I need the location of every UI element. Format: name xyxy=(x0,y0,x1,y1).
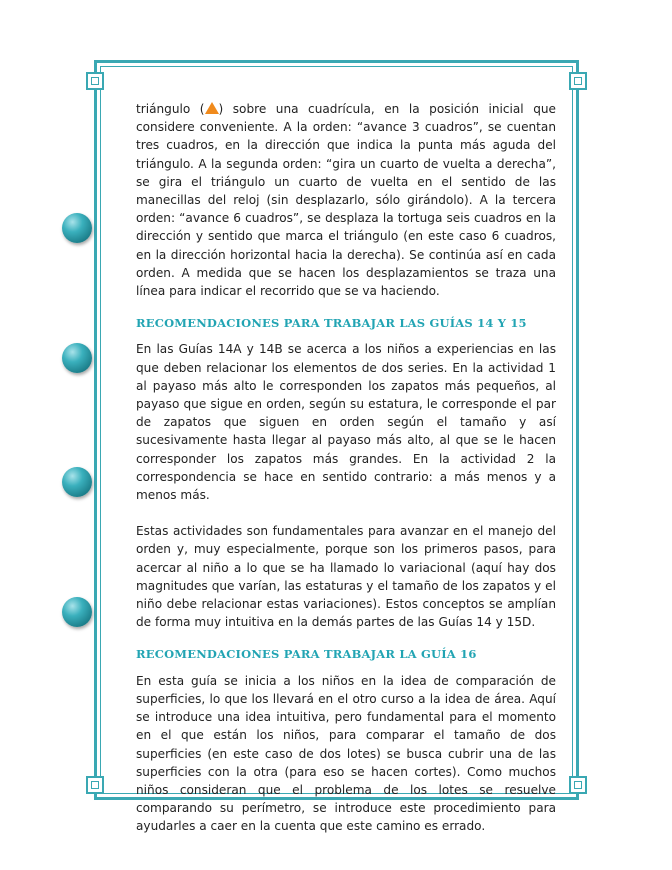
section-heading-guia-16: RECOMENDACIONES PARA TRABAJAR LA GUÍA 16 xyxy=(136,647,477,662)
intro-text-start: triángulo ( xyxy=(136,102,205,116)
section2-paragraph-1: En esta guía se inicia a los niños en la idea de comparación de superficies, lo que los llevará en el otro curso a la idea de área. Aquí se introduce una idea intuitiva, pero fundamental para el momento en el que están los niños, para comparar el tamaño de dos superficies (en este caso de dos lotes) se busca cubrir una de las superficies con la otra (para eso se hacen cortes). Como muchos niños consideran que el problema de los lotes se resuelve comparando su perímetro, se introduce este procedimiento para ayudarles a caer en la cuenta que este camino es errado. xyxy=(136,673,556,834)
section-heading-guias-14-15: RECOMENDACIONES PARA TRABAJAR LAS GUÍAS 14 Y 15 xyxy=(136,316,527,331)
frame-corner-top-right xyxy=(569,72,587,90)
decorative-circle-3 xyxy=(62,467,92,497)
orange-triangle-icon xyxy=(205,102,219,114)
section1-paragraph-1: En las Guías 14A y 14B se acerca a los niños a experiencias en las que deben relacionar los elementos de dos series. En la actividad 1 al payaso más alto le corresponden los zapatos más pequeños, al payaso que sigue en orden, según su estatura, le corresponde el par de zapatos que siguen en orden según el tamaño y así sucesivamente hasta llegar al payaso más alto, al que se le hacen corresponder los zapatos más grandes. En la actividad 2 la correspondencia se hace en sentido contrario: a más menos y a menos más. xyxy=(136,342,556,503)
decorative-circle-2 xyxy=(62,343,92,373)
frame-corner-bottom-right xyxy=(569,776,587,794)
intro-text-rest: ) sobre una cuadrícula, en la posición inicial que considere conveniente. A la orden: “avance 3 cuadros”, se cuentan tres cuadros, en la dirección que indica la punta más aguda del triángulo. A la segunda orden: “gira un cuarto de vuelta a derecha”, se gira el triángulo un cuarto de vuelta en el sentido de las manecillas del reloj (sin desplazarlo, sólo girándolo). A la tercera orden: “avance 6 cuadros”, se desplaza la tortuga seis cuadros en la dirección y sentido que marca el triángulo (en este caso 6 cuadros, en la dirección horizontal hacia la derecha). Se continúa así en cada orden. A medida que se hacen los desplazamientos se traza una línea para indicar el recorrido que se va haciendo. xyxy=(136,102,556,299)
decorative-circle-4 xyxy=(62,597,92,627)
intro-paragraph xyxy=(136,100,556,300)
frame-corner-bottom-left xyxy=(86,776,104,794)
decorative-circle-1 xyxy=(62,213,92,243)
page-content xyxy=(136,100,556,836)
frame-corner-top-left xyxy=(86,72,104,90)
section1-paragraph-2: Estas actividades son fundamentales para avanzar en el manejo del orden y, muy especialmente, porque son los primeros pasos, para acercar al niño a lo que se ha llamado lo variacional (aquí hay dos magnitudes que varían, las estaturas y el tamaño de los zapatos y el niño debe relacionar estas variaciones). Estos conceptos se amplían de forma muy intuitiva en la demás partes de las Guías 14 y 15D. xyxy=(136,524,556,630)
